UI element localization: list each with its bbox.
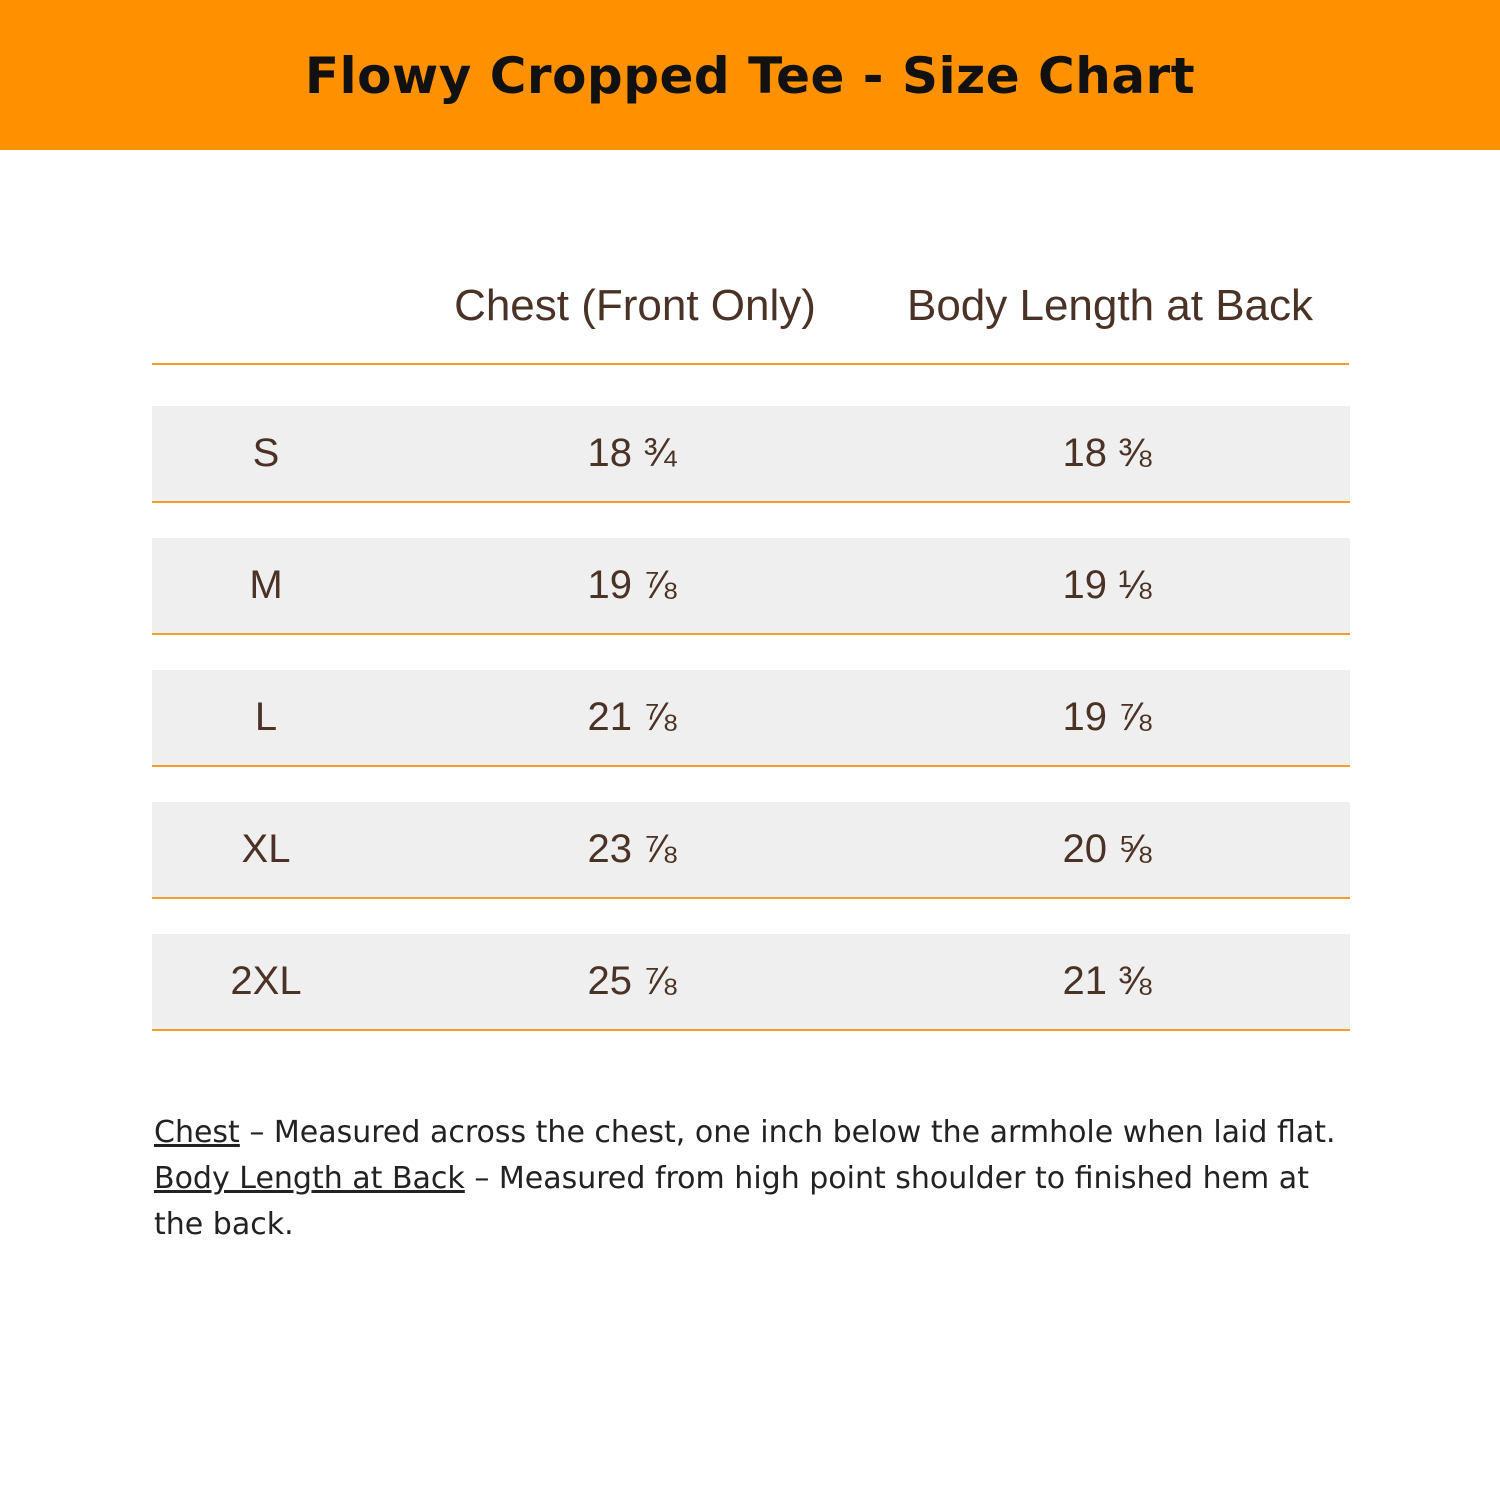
size-label: M — [249, 563, 283, 607]
body-length-value: 20 ⅝ — [1062, 827, 1152, 871]
title-banner — [0, 0, 1500, 150]
chest-value: 19 ⅞ — [587, 563, 677, 607]
body-length-value: 19 ⅞ — [1062, 695, 1152, 739]
column-header-body-length: Body Length at Back — [906, 281, 1314, 330]
size-label: L — [254, 695, 278, 739]
size-label: XL — [241, 827, 291, 871]
header-divider — [152, 363, 1349, 365]
size-label: S — [252, 431, 280, 475]
measurement-notes — [154, 1110, 1354, 1248]
note-term: Body Length at Back — [154, 1161, 465, 1196]
body-length-value: 21 ⅜ — [1062, 959, 1152, 1003]
chest-value: 23 ⅞ — [587, 827, 677, 871]
body-length-value: 19 ⅛ — [1062, 563, 1152, 607]
chest-value: 18 ¾ — [587, 431, 677, 475]
chest-value: 25 ⅞ — [587, 959, 677, 1003]
note-text: – Measured from high point shoulder to finished hem at the back. — [154, 1161, 1309, 1242]
table-row-xl — [152, 802, 1350, 899]
note-term: Chest — [154, 1115, 240, 1150]
page-title: Flowy Cropped Tee - Size Chart — [304, 47, 1196, 105]
note-body-length — [154, 1156, 1354, 1248]
table-row-m — [152, 538, 1350, 635]
size-label: 2XL — [230, 959, 302, 1003]
chest-value: 21 ⅞ — [587, 695, 677, 739]
body-length-value: 18 ⅜ — [1062, 431, 1152, 475]
table-row-l — [152, 670, 1350, 767]
note-chest — [154, 1110, 1354, 1156]
table-row-2xl — [152, 934, 1350, 1031]
note-text: – Measured across the chest, one inch below the armhole when laid flat. — [239, 1115, 1336, 1150]
column-header-chest: Chest (Front Only) — [454, 281, 816, 330]
table-row-s — [152, 406, 1350, 503]
